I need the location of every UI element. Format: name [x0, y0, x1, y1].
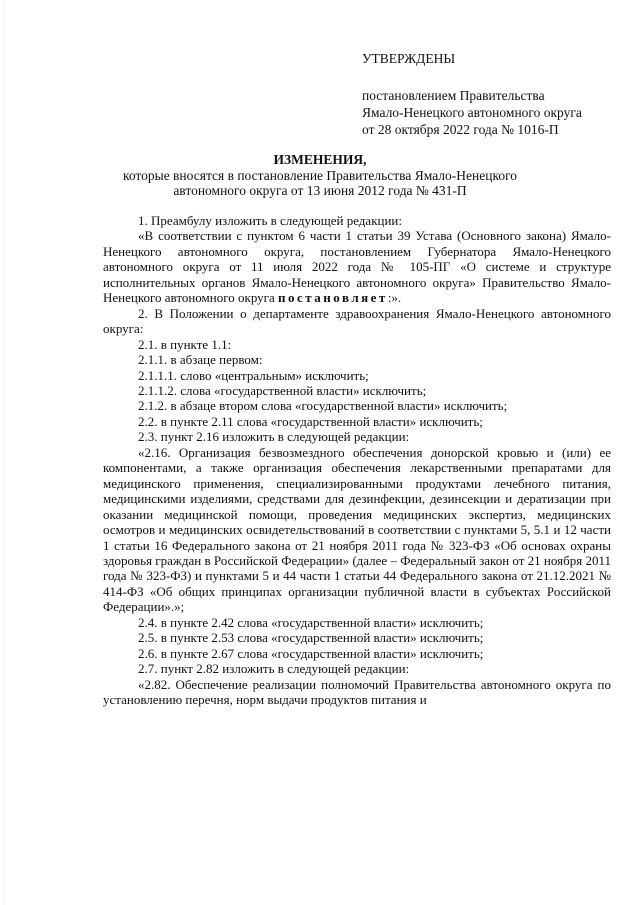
paragraph: 1. Преамбулу изложить в следующей редакции: [138, 213, 402, 228]
paragraph: 2.1.1.1. слово «центральным» исключить; [138, 367, 369, 383]
paragraph: 2.6. в пункте 2.67 слова «государственной власти» исключить; [138, 645, 484, 661]
paragraph-preamble [103, 228, 611, 305]
preamble-tail: :». [387, 290, 402, 306]
document-body [103, 213, 611, 708]
paragraph: 2. В Положении о департаменте здравоохранения Ямало-Ненецкого автономного округа: [103, 305, 611, 337]
approval-line: Ямало-Ненецкого автономного округа [362, 105, 582, 120]
paragraph: 2.1.1.2. слова «государственной власти» исключить; [138, 382, 427, 398]
paragraph: 2.7. пункт 2.82 изложить в следующей редакции: [138, 661, 410, 677]
title-line: которые вносятся в постановление Правительства Ямало-Ненецкого [122, 167, 518, 183]
paragraph: 2.1. в пункте 1.1: [138, 336, 232, 352]
approval-heading: УТВЕРЖДЕНЫ [362, 51, 456, 66]
approval-line: от 28 октября 2022 года № 1016-П [362, 122, 559, 137]
paragraph: «2.82. Обеспечение реализации полномочий Правительства автономного округа по установлению перечня, норм выдачи продуктов питания и [103, 676, 611, 708]
approval-line: постановлением Правительства [362, 88, 545, 103]
paragraph: 2.1.1. в абзаце первом: [138, 352, 263, 368]
paragraph: 2.3. пункт 2.16 изложить в следующей редакции: [138, 429, 410, 445]
paragraph: «2.16. Организация безвозмездного обеспечения донорской кровью и (или) ее компонентами, а также организация обеспечения лекарственными препаратами для медицинского применения, специализированными продуктами лечебного питания, медицинскими изделиями, средствами для дезинфекции, дезинсекции и дератизации при оказании медицинской помощи, проведения медицинских экспертиз, медицинских осмотров и медицинских освидетельствований в соответствии с пунктами 5, 5.1 и 12 части 1 статьи 16 Федерального закона от 21 ноября 2011 года № 323-ФЗ «Об основах охраны здоровья граждан в Российской Федерации» (далее – Федеральный закон от 21 ноября 2011 года № 323-ФЗ) и пунктами 5 и 44 части 1 статьи 44 Федерального закона от 21.12.2021 № 414-ФЗ «Об общих принципах организации публичной власти в субъектах Российской Федерации».»; [103, 444, 611, 615]
title-line: автономного округа от 13 июня 2012 года № 431-П [173, 183, 467, 198]
preamble-text: «В соответствии с пунктом 6 части 1 статьи 39 Устава (Основного закона) Ямало-Ненецкого автономного округа, постановлением Губернатора Ямало-Ненецкого автономного округа от 11 июля 2022 года № 105-ПГ «О системе и структуре исполнительных органов Ямало-Ненецкого автономного округа» Правительство Ямало-Ненецкого автономного округа [103, 228, 611, 306]
document-title [0, 152, 640, 199]
paragraph: 2.2. в пункте 2.11 слова «государственной власти» исключить; [138, 413, 483, 429]
title-main: ИЗМЕНЕНИЯ, [273, 152, 367, 167]
paragraph: 2.5. в пункте 2.53 слова «государственной власти» исключить; [138, 630, 484, 646]
preamble-keyword: постановляет [278, 290, 388, 306]
paragraph: 2.1.2. в абзаце втором слова «государственной власти» исключить; [138, 398, 508, 414]
scan-artifact [4, 0, 5, 905]
paragraph: 2.4. в пункте 2.42 слова «государственной власти» исключить; [138, 614, 484, 630]
approval-block [362, 50, 582, 138]
